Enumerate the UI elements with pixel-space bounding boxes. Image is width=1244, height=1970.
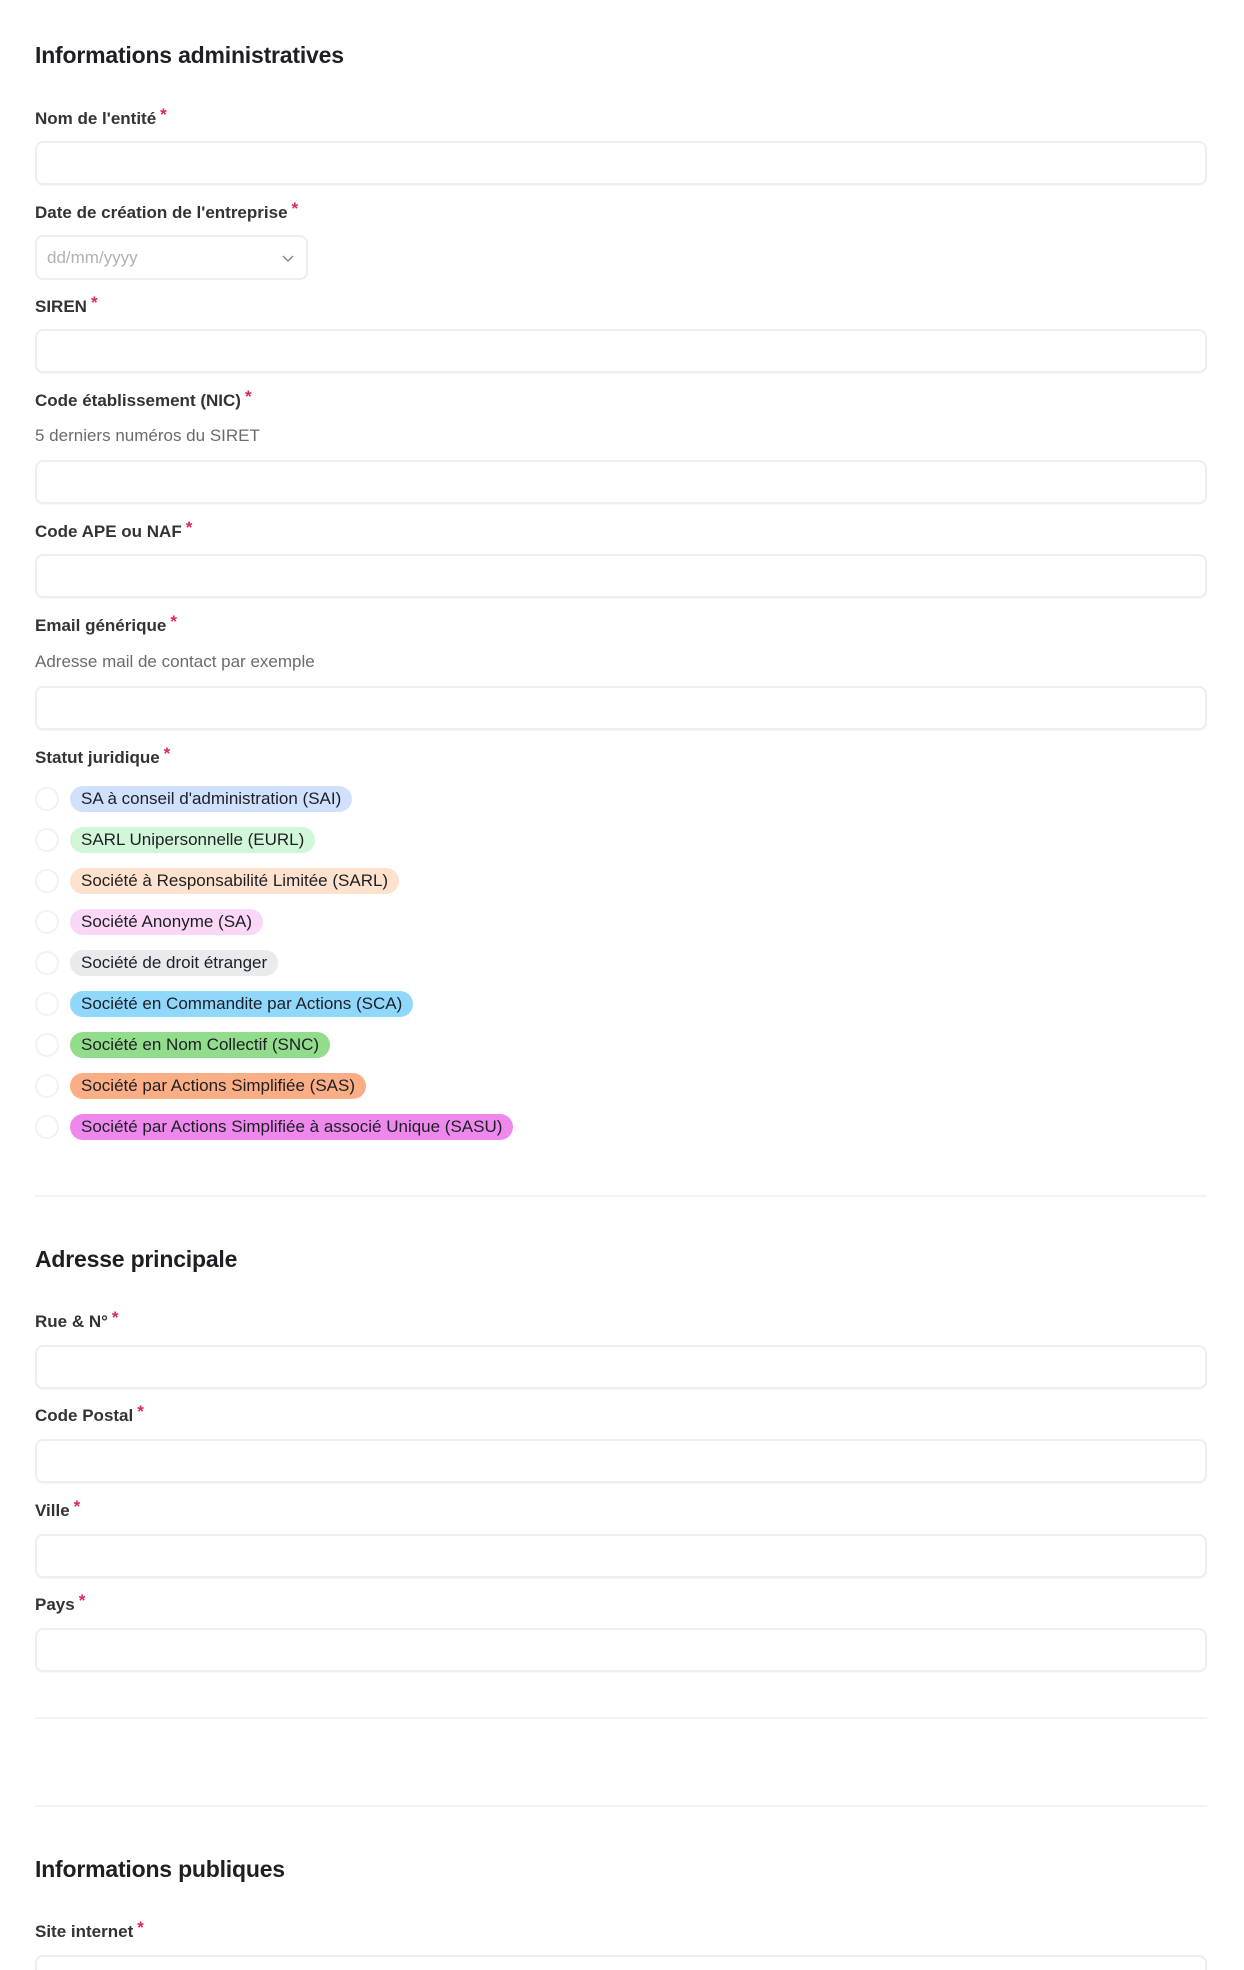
creation-date-input[interactable]	[35, 235, 308, 280]
siren-input[interactable]	[35, 329, 1207, 373]
country-input[interactable]	[35, 1628, 1207, 1672]
label-text: Code APE ou NAF	[35, 522, 182, 541]
postal-code-input[interactable]	[35, 1439, 1207, 1483]
required-asterisk: *	[90, 293, 98, 312]
label-entity-name	[35, 105, 167, 129]
label-text: Email générique	[35, 616, 167, 635]
section-divider	[35, 1717, 1207, 1719]
city-field[interactable]	[37, 1536, 1205, 1576]
website-field[interactable]	[37, 1957, 1205, 1970]
radio-button[interactable]	[35, 1074, 59, 1098]
postal-code-field[interactable]	[37, 1441, 1205, 1481]
option-pill[interactable]: SARL Unipersonnelle (EURL)	[70, 827, 315, 853]
section-title-admin: Informations administratives	[35, 42, 344, 68]
section-divider	[35, 1805, 1207, 1807]
ape-input[interactable]	[35, 554, 1207, 598]
legal-status-option[interactable]	[35, 1071, 366, 1101]
required-asterisk: *	[244, 387, 252, 406]
required-asterisk: *	[291, 199, 299, 218]
option-pill[interactable]: Société de droit étranger	[70, 950, 278, 976]
required-asterisk: *	[78, 1591, 86, 1610]
label-postal-code	[35, 1402, 144, 1426]
chevron-down-icon[interactable]	[280, 250, 296, 266]
option-pill[interactable]: Société par Actions Simplifiée à associé Unique (SASU)	[70, 1114, 513, 1140]
label-text: Site internet	[35, 1922, 134, 1941]
label-text: Statut juridique	[35, 748, 160, 767]
entity-name-input[interactable]	[35, 141, 1207, 185]
option-pill[interactable]: Société Anonyme (SA)	[70, 909, 263, 935]
street-field[interactable]	[37, 1347, 1205, 1387]
option-pill[interactable]: Société par Actions Simplifiée (SAS)	[70, 1073, 366, 1099]
radio-button[interactable]	[35, 828, 59, 852]
country-field[interactable]	[37, 1630, 1205, 1670]
label-text: Code établissement (NIC)	[35, 391, 241, 410]
section-title-address: Adresse principale	[35, 1246, 238, 1272]
label-text: Rue & N°	[35, 1312, 108, 1331]
option-pill[interactable]: SA à conseil d'administration (SAI)	[70, 786, 352, 812]
label-text: Pays	[35, 1595, 75, 1614]
ape-field[interactable]	[37, 556, 1205, 596]
label-siren	[35, 293, 98, 317]
required-asterisk: *	[160, 105, 167, 124]
nic-input[interactable]	[35, 460, 1207, 504]
label-street	[35, 1308, 119, 1332]
legal-status-option[interactable]	[35, 989, 413, 1019]
legal-status-option[interactable]	[35, 866, 399, 896]
email-helper-text: Adresse mail de contact par exemple	[35, 652, 315, 671]
required-asterisk: *	[73, 1497, 81, 1516]
label-ape	[35, 518, 193, 542]
label-legal-status	[35, 744, 171, 768]
nic-field[interactable]	[37, 462, 1205, 502]
radio-button[interactable]	[35, 992, 59, 1016]
required-asterisk: *	[111, 1308, 119, 1327]
legal-status-option[interactable]	[35, 1112, 513, 1142]
email-field[interactable]	[37, 688, 1205, 728]
label-country	[35, 1591, 86, 1615]
radio-button[interactable]	[35, 910, 59, 934]
required-asterisk: *	[137, 1918, 144, 1937]
email-input[interactable]	[35, 686, 1207, 730]
entity-name-field[interactable]	[37, 143, 1205, 183]
label-website	[35, 1918, 144, 1942]
legal-status-option[interactable]	[35, 907, 263, 937]
label-text: SIREN	[35, 297, 87, 316]
option-pill[interactable]: Société en Nom Collectif (SNC)	[70, 1032, 330, 1058]
label-text: Ville	[35, 1501, 70, 1520]
radio-button[interactable]	[35, 869, 59, 893]
city-input[interactable]	[35, 1534, 1207, 1578]
legal-status-option[interactable]	[35, 1030, 330, 1060]
website-input[interactable]	[35, 1955, 1207, 1970]
legal-status-option[interactable]	[35, 825, 315, 855]
legal-status-option[interactable]	[35, 948, 278, 978]
option-pill[interactable]: Société à Responsabilité Limitée (SARL)	[70, 868, 399, 894]
label-creation-date	[35, 199, 299, 223]
radio-button[interactable]	[35, 787, 59, 811]
label-city	[35, 1497, 81, 1521]
label-nic	[35, 387, 252, 411]
required-asterisk: *	[163, 744, 171, 763]
section-title-public: Informations publiques	[35, 1856, 285, 1882]
required-asterisk: *	[137, 1402, 144, 1421]
nic-helper-text: 5 derniers numéros du SIRET	[35, 426, 260, 445]
radio-button[interactable]	[35, 1115, 59, 1139]
radio-button[interactable]	[35, 1033, 59, 1057]
label-email	[35, 612, 177, 636]
street-input[interactable]	[35, 1345, 1207, 1389]
label-text: Date de création de l'entreprise	[35, 203, 288, 222]
legal-status-option[interactable]	[35, 784, 352, 814]
section-divider	[35, 1195, 1207, 1197]
label-text: Nom de l'entité	[35, 109, 157, 128]
date-placeholder: dd/mm/yyyy	[47, 247, 138, 267]
option-pill[interactable]: Société en Commandite par Actions (SCA)	[70, 991, 413, 1017]
radio-button[interactable]	[35, 951, 59, 975]
required-asterisk: *	[170, 612, 177, 631]
required-asterisk: *	[185, 518, 193, 537]
siren-field[interactable]	[37, 331, 1205, 371]
label-text: Code Postal	[35, 1406, 134, 1425]
